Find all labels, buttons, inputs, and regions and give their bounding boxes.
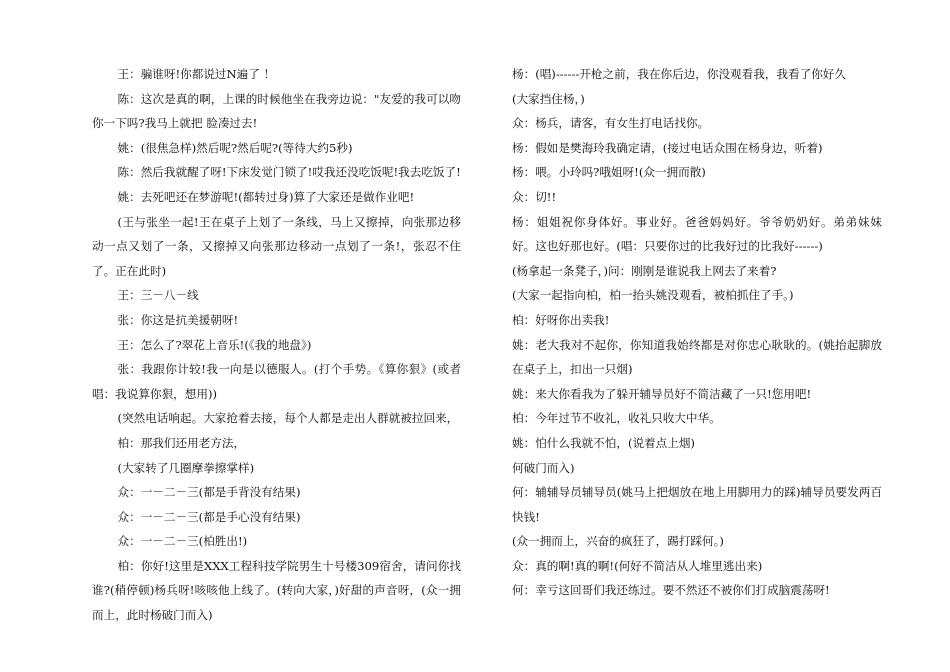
script-line: 王：怎么了?翠花上音乐!(《我的地盘》) [117,337,312,352]
script-line: 姚：(很焦急样)然后呢?然后呢?(等待大约5秒) [117,140,353,155]
script-line: 杨：喂。小玲吗?哦姐呀!(众一拥而散) [512,165,706,180]
script-line: 众：一－二－三(都是手背没有结果) [117,485,301,500]
script-line: 杨：姐姐祝你身体好。事业好。爸爸妈妈好。爷爷奶奶好。弟弟妹妹好。这也好那也好。(唱：只要你过的比我好过的比我好------) [512,214,882,254]
script-line: 杨：(唱)------开枪之前，我在你后边，你没观看我，我看了你好久 [512,67,846,81]
script-line: 柏：好呀你出卖我! [512,312,610,327]
script-line: 众：切!! [512,189,557,204]
stage-direction: (突然电话响起。大家抢着去接，每个人都是走出人群就被拉回来， [117,411,459,426]
right-column [512,62,882,603]
script-line: 陈：这次是真的啊，上课的时候他坐在我旁边说："友爱的我可以吻你一下吗?我马上就把 脸凑过去! [92,91,461,131]
script-line: 众：真的啊!真的啊!(何好不简洁从人堆里逃出来) [512,558,763,573]
stage-direction: (杨拿起一条凳子，)问：刚刚是谁说我上网去了来着? [512,263,777,278]
stage-direction: (大家挡住杨，) [512,91,585,106]
script-line: 王：三－八－线 [117,288,199,303]
stage-direction: (大家转了几圈摩拳擦掌样) [117,460,255,475]
left-column [92,62,461,628]
script-line: 姚：老大我对不起你，你知道我始终都是对你忠心耿耿的。(姚抬起脚放在桌子上，扣出一只烟) [512,337,882,377]
script-line: 柏：你好!这里是XXX工程科技学院男生十号楼309宿舍，请问你找谁?(稍停顿)杨兵呀!咳咳他上线了。(转向大家，)好甜的声音呀，(众一拥而上，此时杨破门而入) [92,558,461,623]
script-line: 姚：怕什么我就不怕，(说着点上烟) [512,435,695,450]
script-line: 姚：来大你看我为了躲开辅导员好不简洁藏了一只!您用吧! [512,386,812,401]
script-line: 何：辅辅导员辅导员(姚马上把烟放在地上用脚用力的踩)辅导员要发两百快钱! [512,485,882,524]
script-line: 何：幸亏这回哥们我还练过。要不然还不被你们打成脑震荡呀! [512,583,830,598]
script-line: 姚：去死吧还在梦游呢!(都转过身)算了大家还是做作业吧! [117,189,415,204]
stage-direction: (王与张坐一起!王在桌子上划了一条线，马上又擦掉，向张那边移动一点又划了一条，又擦掉又向张那边移动一点划了一条!，张忍不住了。正在此时) [92,214,461,278]
script-line: 王：骗谁呀!你都说过N遍了 ！ [117,67,276,81]
script-line: 张：我跟你计较!我一向是以德服人。(打个手势。《算你狠》(或者唱：我说算你狠，想用)) [92,362,461,401]
script-line: 众：一－二－三(都是手心没有结果) [117,509,301,524]
stage-direction: (众一拥而上，兴奋的疯狂了，踢打踩何。) [512,534,724,549]
script-line: 陈：然后我就醒了呀!下床发觉门锁了!哎我还没吃饭呢!我去吃饭了! [117,165,461,180]
stage-direction: 何破门而入) [512,460,575,475]
script-line: 杨：假如是樊海玲我确定请，(接过电话众围在杨身边，听着) [512,140,823,155]
script-line: 众：一－二－三(柏胜出!) [117,534,248,549]
script-line: 柏：今年过节不收礼，收礼只收大中华。 [512,411,721,426]
script-line: 柏：那我们还用老方法， [117,435,246,450]
script-line: 众：杨兵，请客，有女生打电话找你。 [512,116,710,131]
script-line: 张：你这是抗美援朝呀! [117,312,239,327]
stage-direction: (大家一起指向柏，柏一抬头姚没观看，被柏抓住了手。) [512,288,794,303]
